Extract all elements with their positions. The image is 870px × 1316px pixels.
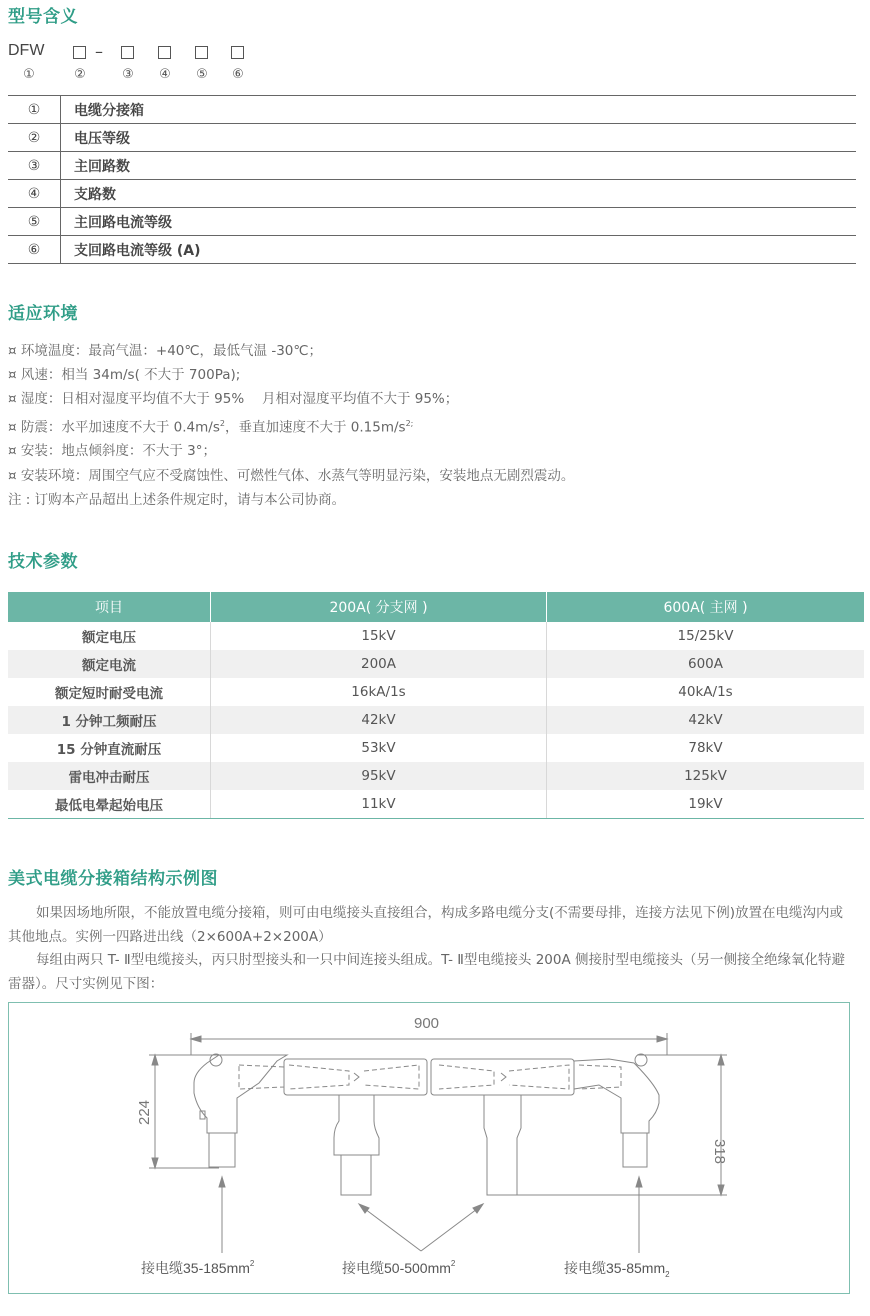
table-cell: 15 分钟直流耐压: [56, 742, 162, 758]
diagram-drawing: [9, 1003, 849, 1293]
model-code-num-6: ⑥: [232, 67, 244, 82]
table-header: 600A( 主网 ): [547, 592, 865, 622]
table-cell: 42kV: [547, 706, 865, 734]
dim-width-label: 900: [414, 1015, 440, 1032]
label-left-cable: 接电缆$35-185mm^2$: [141, 1259, 255, 1276]
env-quake-text-2: ，垂直加速度不大于 0.15m/s: [224, 419, 406, 436]
env-line-install-env: ¤ 安装环境：周围空气应不受腐蚀性、可燃性气体、水蒸气等明显污染，安装地点无剧烈震动。: [8, 467, 575, 484]
model-meaning-table: [8, 95, 856, 264]
model-code-box-1: [73, 46, 86, 59]
right-insert-dashed-2: [509, 1065, 569, 1089]
table-cell: 额定电压: [82, 630, 136, 646]
left-t-cable: [341, 1155, 371, 1195]
env-line-wind: ¤ 风速：相当 34m/s( 不大于 700Pa);: [8, 367, 241, 384]
env-quake-sup-1: 2: [219, 418, 225, 428]
table-row: [8, 96, 856, 124]
meaning-text: 支回路电流等级 (A): [61, 236, 857, 264]
arrow-head: [219, 1177, 225, 1187]
table-cell: 11kV: [211, 790, 547, 819]
right-insert-dashed: [439, 1065, 494, 1089]
dim-right-label: 318: [711, 1139, 728, 1165]
arrow-head: [191, 1036, 201, 1042]
environment-list: [8, 339, 574, 512]
env-line-humidity: ¤ 湿度：日相对湿度平均值不大于 95% 月相对湿度平均值不大于 95%；: [8, 391, 459, 408]
section-title-tech: 技术参数: [8, 552, 78, 572]
table-row: [8, 124, 856, 152]
model-code-box-4: [195, 46, 208, 59]
table-row: [8, 180, 856, 208]
table-cell: 1 分钟工频耐压: [8, 706, 211, 734]
right-elbow-cap: [635, 1054, 647, 1066]
arrow-head: [718, 1185, 724, 1195]
meaning-num: ④: [8, 180, 61, 208]
table-cell: 19kV: [547, 790, 865, 819]
model-code-box-3: [158, 46, 171, 59]
pointer-mid-left: [361, 1206, 421, 1251]
left-t-body: [284, 1059, 427, 1095]
meaning-num: ⑥: [8, 236, 61, 264]
table-header: 200A( 分支网 ): [211, 592, 547, 622]
meaning-text: 电缆分接箱: [61, 96, 857, 124]
model-code-box-5: [231, 46, 244, 59]
arrow-head: [152, 1055, 158, 1065]
label-right-cable: 接电缆$35-85mm_2$: [564, 1260, 670, 1279]
table-cell: 42kV: [211, 706, 547, 734]
model-code-prefix: DFW: [8, 42, 45, 59]
model-code-num-2: ②: [74, 67, 86, 82]
table-cell: 15kV: [211, 622, 547, 650]
left-elbow-cable: [209, 1133, 235, 1167]
table-row: [8, 762, 864, 790]
model-code-num-3: ③: [122, 67, 134, 82]
model-code-num-4: ④: [159, 67, 171, 82]
meaning-text: 支路数: [61, 180, 857, 208]
right-connector-mark: [501, 1073, 506, 1081]
left-insert-dashed: [289, 1065, 349, 1089]
table-cell: 雷电冲击耐压: [8, 762, 211, 790]
table-cell: 16kA/1s: [211, 678, 547, 706]
section-title-model: 型号含义: [8, 7, 78, 27]
left-insert-dashed-2: [364, 1065, 419, 1089]
meaning-text: 电压等级: [61, 124, 857, 152]
pointer-mid-right: [421, 1206, 481, 1251]
left-t-stem: [334, 1095, 379, 1155]
table-cell: 15/25kV: [547, 622, 865, 650]
model-code-num-5: ⑤: [196, 67, 208, 82]
meaning-num: ②: [8, 124, 61, 152]
left-connector-mark: [354, 1073, 359, 1081]
env-line-quake: [8, 412, 574, 440]
env-quake-text: ¤ 防震：水平加速度不大于 0.4m/s: [8, 419, 220, 436]
table-cell: 200A: [211, 650, 547, 678]
table-row: [8, 734, 864, 762]
structure-paragraph-1: 如果因场地所限，不能放置电缆分接箱，则可由电缆接头直接组合，构成多路电缆分支(不需要母排，连接方法见下例)放置在电缆沟内或其他地点。实例一四路进出线（2×600A+2×200A）: [8, 905, 844, 945]
meaning-text: 主回路电流等级: [61, 208, 857, 236]
table-row: [8, 706, 864, 734]
table-cell: 最低电晕起始电压: [8, 790, 211, 819]
right-elbow-cable: [623, 1133, 647, 1167]
tech-params-table: [8, 592, 864, 819]
structure-paragraph-2: 每组由两只 T- Ⅱ型电缆接头，丙只肘型接头和一只中间连接头组成。T- Ⅱ型电缆接头 200A 侧接肘型电缆接头（另一侧接全绝缘氧化特避雷器）。尺寸实例见下图：: [8, 952, 846, 992]
left-bushing-dashed: [239, 1065, 284, 1089]
env-quake-sup-2: 2;: [405, 418, 414, 428]
label-mid-cable: 接电缆$50-500mm^2$: [342, 1259, 456, 1276]
section-title-environment: 适应环境: [8, 304, 78, 324]
meaning-num: ③: [8, 152, 61, 180]
table-row: [8, 790, 864, 819]
table-cell: 40kA/1s: [547, 678, 865, 706]
table-cell: 额定短时耐受电流: [55, 686, 163, 702]
arrow-head: [359, 1204, 369, 1213]
table-cell: 78kV: [547, 734, 865, 762]
env-line-install: ¤ 安装：地点倾斜度：不大于 3°；: [8, 443, 217, 460]
model-code-num-1: ①: [23, 67, 35, 82]
table-cell: 额定电流: [8, 650, 211, 678]
meaning-text: 主回路数: [61, 152, 857, 180]
arrow-head: [718, 1055, 724, 1065]
env-note: 注 : 订购本产品超出上述条件规定时，请与本公司协商。: [8, 491, 346, 508]
meaning-num: ①: [8, 96, 61, 124]
dim-left-label: 224: [136, 1099, 153, 1125]
table-cell: 600A: [547, 650, 865, 678]
right-elbow-body: [574, 1059, 659, 1133]
table-cell: 125kV: [547, 762, 865, 790]
arrow-head: [636, 1177, 642, 1187]
table-cell: 95kV: [211, 762, 547, 790]
table-row: [8, 650, 864, 678]
meaning-num: ⑤: [8, 208, 61, 236]
arrow-head: [657, 1036, 667, 1042]
table-row: [8, 622, 864, 650]
env-line-temperature: ¤ 环境温度：最高气温：+40℃，最低气温 -30℃；: [8, 343, 323, 359]
arrow-head: [473, 1204, 483, 1213]
model-code-dash: –: [95, 42, 103, 61]
table-row: [8, 236, 856, 264]
table-cell: 53kV: [211, 734, 547, 762]
arrow-head: [152, 1158, 158, 1168]
model-code-box-2: [121, 46, 134, 59]
table-row: [8, 152, 856, 180]
cable-junction-diagram: [8, 1002, 850, 1294]
table-header: 项目: [8, 592, 211, 622]
table-row: [8, 208, 856, 236]
section-title-structure: 美式电缆分接箱结构示例图: [8, 869, 218, 889]
right-t-body: [431, 1059, 574, 1095]
table-header-row: [8, 592, 864, 622]
table-row: [8, 678, 864, 706]
right-t-stem: [484, 1095, 521, 1195]
structure-description: [8, 902, 854, 996]
